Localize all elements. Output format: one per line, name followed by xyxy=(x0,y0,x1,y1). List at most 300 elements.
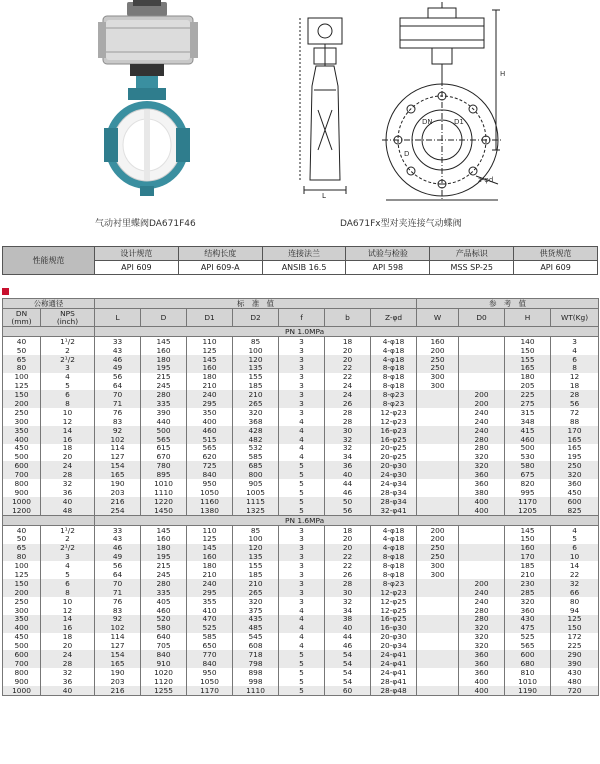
table-cell: 525 xyxy=(187,624,233,633)
table-cell xyxy=(417,633,459,642)
table-cell: 56 xyxy=(551,399,599,408)
table-cell: 80 xyxy=(3,552,41,561)
table-row xyxy=(3,525,599,534)
front-view-drawing xyxy=(382,2,502,200)
table-cell: 5 xyxy=(551,535,599,544)
table-cell: 585 xyxy=(233,453,279,462)
table-cell: 1325 xyxy=(233,506,279,515)
section-title: PN 1.6MPa xyxy=(95,515,599,525)
table-cell: 1220 xyxy=(141,497,187,506)
group-header-standard: 标 准 值 xyxy=(95,299,417,309)
table-cell: 620 xyxy=(187,453,233,462)
table-cell: 3 xyxy=(279,525,325,534)
spec-header: 供货规范 xyxy=(514,247,598,261)
table-cell: 70 xyxy=(95,390,141,399)
table-cell: 400 xyxy=(459,677,505,686)
table-cell: 165 xyxy=(551,444,599,453)
table-cell xyxy=(417,641,459,650)
table-cell: 85 xyxy=(233,337,279,346)
table-cell: 4 xyxy=(279,615,325,624)
table-cell: 6 xyxy=(41,390,95,399)
table-cell: 102 xyxy=(95,624,141,633)
table-cell xyxy=(459,552,505,561)
table-cell: 335 xyxy=(141,588,187,597)
table-cell: 46 xyxy=(325,641,371,650)
table-cell: 100 xyxy=(3,373,41,382)
table-cell: 250 xyxy=(417,552,459,561)
table-cell: 32 xyxy=(41,668,95,677)
table-cell: 320 xyxy=(505,597,551,606)
table-cell: 1050 xyxy=(187,488,233,497)
table-cell: 295 xyxy=(187,399,233,408)
table-cell: 200 xyxy=(459,390,505,399)
table-cell: 240 xyxy=(459,426,505,435)
table-cell: 32 xyxy=(325,444,371,453)
table-cell xyxy=(417,408,459,417)
table-cell: 360 xyxy=(551,479,599,488)
valve-illustrations-svg xyxy=(0,0,600,245)
table-cell: 360 xyxy=(459,650,505,659)
table-cell: 155 xyxy=(505,355,551,364)
table-cell: 4 xyxy=(279,426,325,435)
table-cell: 700 xyxy=(3,659,41,668)
table-cell: 170 xyxy=(505,552,551,561)
table-cell xyxy=(417,470,459,479)
table-cell: 40 xyxy=(325,624,371,633)
table-row xyxy=(3,355,599,364)
table-cell: 195 xyxy=(141,552,187,561)
table-cell: 44 xyxy=(325,479,371,488)
table-cell: 102 xyxy=(95,435,141,444)
table-cell: 20 xyxy=(41,453,95,462)
table-cell: 400 xyxy=(459,686,505,695)
table-row xyxy=(3,426,599,435)
table-cell: 28-φ48 xyxy=(371,686,417,695)
column-header: DN (mm) xyxy=(3,309,41,327)
drawing-label-d1: D1 xyxy=(454,118,464,126)
table-cell: 1110 xyxy=(141,488,187,497)
table-cell: 65 xyxy=(3,544,41,553)
section-spacer xyxy=(3,515,95,525)
table-cell: 114 xyxy=(95,444,141,453)
table-cell: 190 xyxy=(95,668,141,677)
table-cell: 28 xyxy=(325,417,371,426)
table-cell: 1¹/2 xyxy=(41,337,95,346)
table-cell: 405 xyxy=(141,597,187,606)
table-cell: 215 xyxy=(141,561,187,570)
performance-spec-table xyxy=(2,246,598,275)
spec-value: ANSIB 16.5 xyxy=(262,261,346,275)
table-cell: 18 xyxy=(325,337,371,346)
table-cell: 100 xyxy=(233,346,279,355)
table-cell: 5 xyxy=(279,650,325,659)
table-cell: 250 xyxy=(3,597,41,606)
table-cell: 125 xyxy=(3,570,41,579)
table-cell: 185 xyxy=(505,561,551,570)
valve-photo xyxy=(98,0,198,196)
table-cell: 1160 xyxy=(187,497,233,506)
table-cell: 415 xyxy=(505,426,551,435)
table-cell: 450 xyxy=(551,488,599,497)
table-cell: 24-φ41 xyxy=(371,650,417,659)
table-cell: 280 xyxy=(459,435,505,444)
table-cell: 80 xyxy=(3,364,41,373)
table-cell: 545 xyxy=(233,633,279,642)
table-cell: 460 xyxy=(187,426,233,435)
table-cell: 49 xyxy=(95,364,141,373)
spec-value: API 609 xyxy=(514,261,598,275)
table-cell: 1110 xyxy=(233,686,279,695)
table-cell: 40 xyxy=(41,497,95,506)
table-cell: 585 xyxy=(187,633,233,642)
column-header: b xyxy=(325,309,371,327)
table-cell xyxy=(459,535,505,544)
table-cell: 840 xyxy=(141,650,187,659)
table-cell: 5 xyxy=(279,659,325,668)
table-cell: 360 xyxy=(459,470,505,479)
table-cell: 895 xyxy=(141,470,187,479)
table-cell: 525 xyxy=(505,633,551,642)
table-cell: 155 xyxy=(233,561,279,570)
table-cell: 215 xyxy=(141,373,187,382)
table-cell: 135 xyxy=(233,364,279,373)
table-cell xyxy=(417,444,459,453)
table-cell: 430 xyxy=(505,615,551,624)
table-cell: 200 xyxy=(3,399,41,408)
table-cell: 150 xyxy=(3,579,41,588)
red-marker xyxy=(2,288,9,295)
spec-header: 产品标识 xyxy=(430,247,514,261)
table-cell xyxy=(417,435,459,444)
table-row xyxy=(3,488,599,497)
table-cell: 3 xyxy=(279,408,325,417)
table-cell: 165 xyxy=(95,659,141,668)
table-cell: 500 xyxy=(3,453,41,462)
table-row xyxy=(3,497,599,506)
table-cell: 565 xyxy=(187,444,233,453)
table-cell: 4 xyxy=(279,606,325,615)
table-cell: 608 xyxy=(233,641,279,650)
table-cell: 280 xyxy=(141,579,187,588)
table-cell: 195 xyxy=(551,453,599,462)
table-cell: 80 xyxy=(551,597,599,606)
table-cell: 5 xyxy=(279,488,325,497)
table-cell: 280 xyxy=(459,615,505,624)
table-cell xyxy=(459,544,505,553)
table-cell: 8-φ18 xyxy=(371,561,417,570)
table-cell: 200 xyxy=(3,588,41,597)
table-cell: 210 xyxy=(505,570,551,579)
table-cell: 3 xyxy=(279,337,325,346)
table-cell: 120 xyxy=(233,544,279,553)
table-cell: 20 xyxy=(325,355,371,364)
table-cell: 200 xyxy=(459,399,505,408)
table-cell: 203 xyxy=(95,677,141,686)
table-cell: 1000 xyxy=(3,497,41,506)
table-cell: 5 xyxy=(279,668,325,677)
table-row xyxy=(3,686,599,695)
table-cell: 700 xyxy=(3,470,41,479)
table-cell: 83 xyxy=(95,606,141,615)
table-cell: 725 xyxy=(187,461,233,470)
table-cell: 210 xyxy=(187,570,233,579)
table-row xyxy=(3,588,599,597)
table-row xyxy=(3,650,599,659)
table-row xyxy=(3,544,599,553)
table-cell: 145 xyxy=(187,544,233,553)
table-cell: 18 xyxy=(325,525,371,534)
table-cell: 40 xyxy=(3,525,41,534)
table-row xyxy=(3,535,599,544)
table-cell: 38 xyxy=(325,615,371,624)
table-cell: 3 xyxy=(279,544,325,553)
table-cell: 49 xyxy=(95,552,141,561)
table-cell: 60 xyxy=(325,686,371,695)
table-cell: 400 xyxy=(459,506,505,515)
table-cell: 36 xyxy=(325,461,371,470)
table-cell: 5 xyxy=(279,677,325,686)
table-cell: 320 xyxy=(551,470,599,479)
table-cell: 4 xyxy=(279,641,325,650)
column-header: Z-φd xyxy=(371,309,417,327)
table-cell: 180 xyxy=(187,561,233,570)
spec-header: 结构长度 xyxy=(178,247,262,261)
table-cell: 180 xyxy=(141,355,187,364)
table-cell: 810 xyxy=(505,668,551,677)
table-cell: 154 xyxy=(95,461,141,470)
table-cell: 72 xyxy=(551,408,599,417)
table-cell: 450 xyxy=(3,444,41,453)
table-cell: 165 xyxy=(551,435,599,444)
table-cell: 1255 xyxy=(141,686,187,695)
table-cell: 1000 xyxy=(3,686,41,695)
table-cell: 4 xyxy=(279,444,325,453)
table-cell: 3 xyxy=(279,570,325,579)
table-cell xyxy=(417,506,459,515)
table-cell: 840 xyxy=(187,470,233,479)
table-cell xyxy=(417,650,459,659)
table-cell: 375 xyxy=(233,606,279,615)
table-cell: 8-φ18 xyxy=(371,552,417,561)
table-cell: 16 xyxy=(41,624,95,633)
table-cell: 245 xyxy=(141,570,187,579)
table-cell: 360 xyxy=(459,479,505,488)
table-cell: 460 xyxy=(505,435,551,444)
table-cell: 380 xyxy=(459,488,505,497)
table-cell: 22 xyxy=(325,364,371,373)
table-cell: 300 xyxy=(3,606,41,615)
table-row xyxy=(3,579,599,588)
table-cell: 3 xyxy=(279,579,325,588)
table-cell: 825 xyxy=(551,506,599,515)
section-spacer xyxy=(3,327,95,337)
table-row xyxy=(3,470,599,479)
table-cell: 216 xyxy=(95,686,141,695)
table-cell: 46 xyxy=(95,355,141,364)
table-cell: 430 xyxy=(551,668,599,677)
table-cell: 8 xyxy=(41,588,95,597)
table-cell: 500 xyxy=(3,641,41,650)
table-cell: 12-φ25 xyxy=(371,597,417,606)
table-cell xyxy=(417,417,459,426)
table-row xyxy=(3,461,599,470)
table-cell: 770 xyxy=(187,650,233,659)
table-cell: 225 xyxy=(551,641,599,650)
table-cell: 66 xyxy=(551,588,599,597)
table-cell: 840 xyxy=(187,659,233,668)
table-cell: 64 xyxy=(95,570,141,579)
table-cell: 3 xyxy=(41,364,95,373)
table-cell xyxy=(459,355,505,364)
table-cell: 43 xyxy=(95,346,141,355)
table-cell: 22 xyxy=(551,570,599,579)
table-cell: 4-φ18 xyxy=(371,346,417,355)
table-cell: 615 xyxy=(141,444,187,453)
table-cell xyxy=(459,373,505,382)
table-cell: 56 xyxy=(95,373,141,382)
table-cell: 28 xyxy=(551,390,599,399)
table-row xyxy=(3,506,599,515)
table-cell: 2¹/2 xyxy=(41,544,95,553)
table-cell: 32 xyxy=(325,435,371,444)
table-cell: 50 xyxy=(325,497,371,506)
table-cell: 6 xyxy=(41,579,95,588)
table-cell: 1050 xyxy=(187,677,233,686)
table-cell: 12-φ23 xyxy=(371,588,417,597)
table-cell: 140 xyxy=(505,337,551,346)
spec-header: 试验与检验 xyxy=(346,247,430,261)
table-cell: 350 xyxy=(3,426,41,435)
table-cell xyxy=(459,381,505,390)
table-cell: 1200 xyxy=(3,506,41,515)
table-cell: 600 xyxy=(3,461,41,470)
table-cell: 300 xyxy=(3,417,41,426)
table-cell: 16-φ25 xyxy=(371,435,417,444)
table-cell: 16-φ23 xyxy=(371,426,417,435)
table-cell: 580 xyxy=(141,624,187,633)
table-cell: 900 xyxy=(3,488,41,497)
table-row xyxy=(3,561,599,570)
table-cell: 12-φ23 xyxy=(371,408,417,417)
table-cell: 4-φ18 xyxy=(371,525,417,534)
table-cell xyxy=(459,346,505,355)
table-cell: 114 xyxy=(95,633,141,642)
column-header: W xyxy=(417,309,459,327)
table-cell: 125 xyxy=(187,535,233,544)
table-cell: 30 xyxy=(325,426,371,435)
table-cell: 290 xyxy=(551,650,599,659)
table-cell: 28-φ34 xyxy=(371,488,417,497)
table-cell: 705 xyxy=(141,641,187,650)
table-cell: 650 xyxy=(187,641,233,650)
table-cell: 165 xyxy=(95,470,141,479)
table-cell xyxy=(417,497,459,506)
table-cell: 94 xyxy=(551,606,599,615)
table-cell: 300 xyxy=(417,561,459,570)
table-cell: 24-φ34 xyxy=(371,479,417,488)
table-cell: 160 xyxy=(187,364,233,373)
table-cell: 210 xyxy=(187,381,233,390)
table-cell: 10 xyxy=(41,597,95,606)
table-cell: 85 xyxy=(233,525,279,534)
table-cell: 515 xyxy=(187,435,233,444)
table-cell: 5 xyxy=(279,497,325,506)
table-cell: 3 xyxy=(279,561,325,570)
caption-right: DA671Fx型对夹连接气动蝶阀 xyxy=(340,219,462,229)
table-cell: 8-φ23 xyxy=(371,399,417,408)
table-cell: 54 xyxy=(325,650,371,659)
table-row xyxy=(3,668,599,677)
table-cell: 65 xyxy=(3,355,41,364)
table-cell: 4 xyxy=(551,525,599,534)
table-cell: 400 xyxy=(187,417,233,426)
table-cell: 28-φ41 xyxy=(371,677,417,686)
table-row xyxy=(3,390,599,399)
table-cell: 185 xyxy=(233,570,279,579)
table-cell: 265 xyxy=(233,588,279,597)
table-cell: 900 xyxy=(3,677,41,686)
table-cell: 435 xyxy=(233,615,279,624)
table-cell: 20-φ25 xyxy=(371,453,417,462)
table-cell: 127 xyxy=(95,641,141,650)
table-cell: 280 xyxy=(141,390,187,399)
table-cell: 92 xyxy=(95,615,141,624)
table-cell: 50 xyxy=(3,535,41,544)
table-cell: 54 xyxy=(325,677,371,686)
column-header: H xyxy=(505,309,551,327)
table-cell: 360 xyxy=(459,659,505,668)
table-cell: 22 xyxy=(325,373,371,382)
table-cell: 820 xyxy=(505,479,551,488)
table-cell: 685 xyxy=(233,461,279,470)
table-cell: 180 xyxy=(187,373,233,382)
table-cell: 4 xyxy=(279,417,325,426)
column-header: f xyxy=(279,309,325,327)
table-cell: 172 xyxy=(551,633,599,642)
table-cell: 110 xyxy=(187,337,233,346)
table-cell xyxy=(417,606,459,615)
table-cell xyxy=(459,561,505,570)
column-header: D1 xyxy=(187,309,233,327)
table-cell: 32 xyxy=(551,579,599,588)
table-cell: 500 xyxy=(505,444,551,453)
table-cell: 205 xyxy=(505,381,551,390)
table-cell: 1020 xyxy=(141,668,187,677)
table-cell: 4-φ18 xyxy=(371,337,417,346)
table-cell: 16-φ25 xyxy=(371,615,417,624)
table-cell: 230 xyxy=(505,579,551,588)
table-cell: 127 xyxy=(95,453,141,462)
table-cell: 54 xyxy=(325,659,371,668)
table-cell: 800 xyxy=(3,479,41,488)
table-cell: 718 xyxy=(233,650,279,659)
table-cell: 410 xyxy=(187,606,233,615)
table-cell: 4 xyxy=(279,435,325,444)
table-cell: 5 xyxy=(41,570,95,579)
table-cell: 2 xyxy=(41,346,95,355)
table-cell: 1005 xyxy=(233,488,279,497)
table-row xyxy=(3,435,599,444)
table-cell: 160 xyxy=(505,544,551,553)
table-cell: 210 xyxy=(233,579,279,588)
table-cell: 216 xyxy=(95,497,141,506)
table-cell: 3 xyxy=(279,355,325,364)
table-cell: 12 xyxy=(551,373,599,382)
spec-value: API 609 xyxy=(95,261,179,275)
table-cell xyxy=(417,624,459,633)
dimension-table xyxy=(2,298,599,696)
table-cell: 28 xyxy=(325,579,371,588)
